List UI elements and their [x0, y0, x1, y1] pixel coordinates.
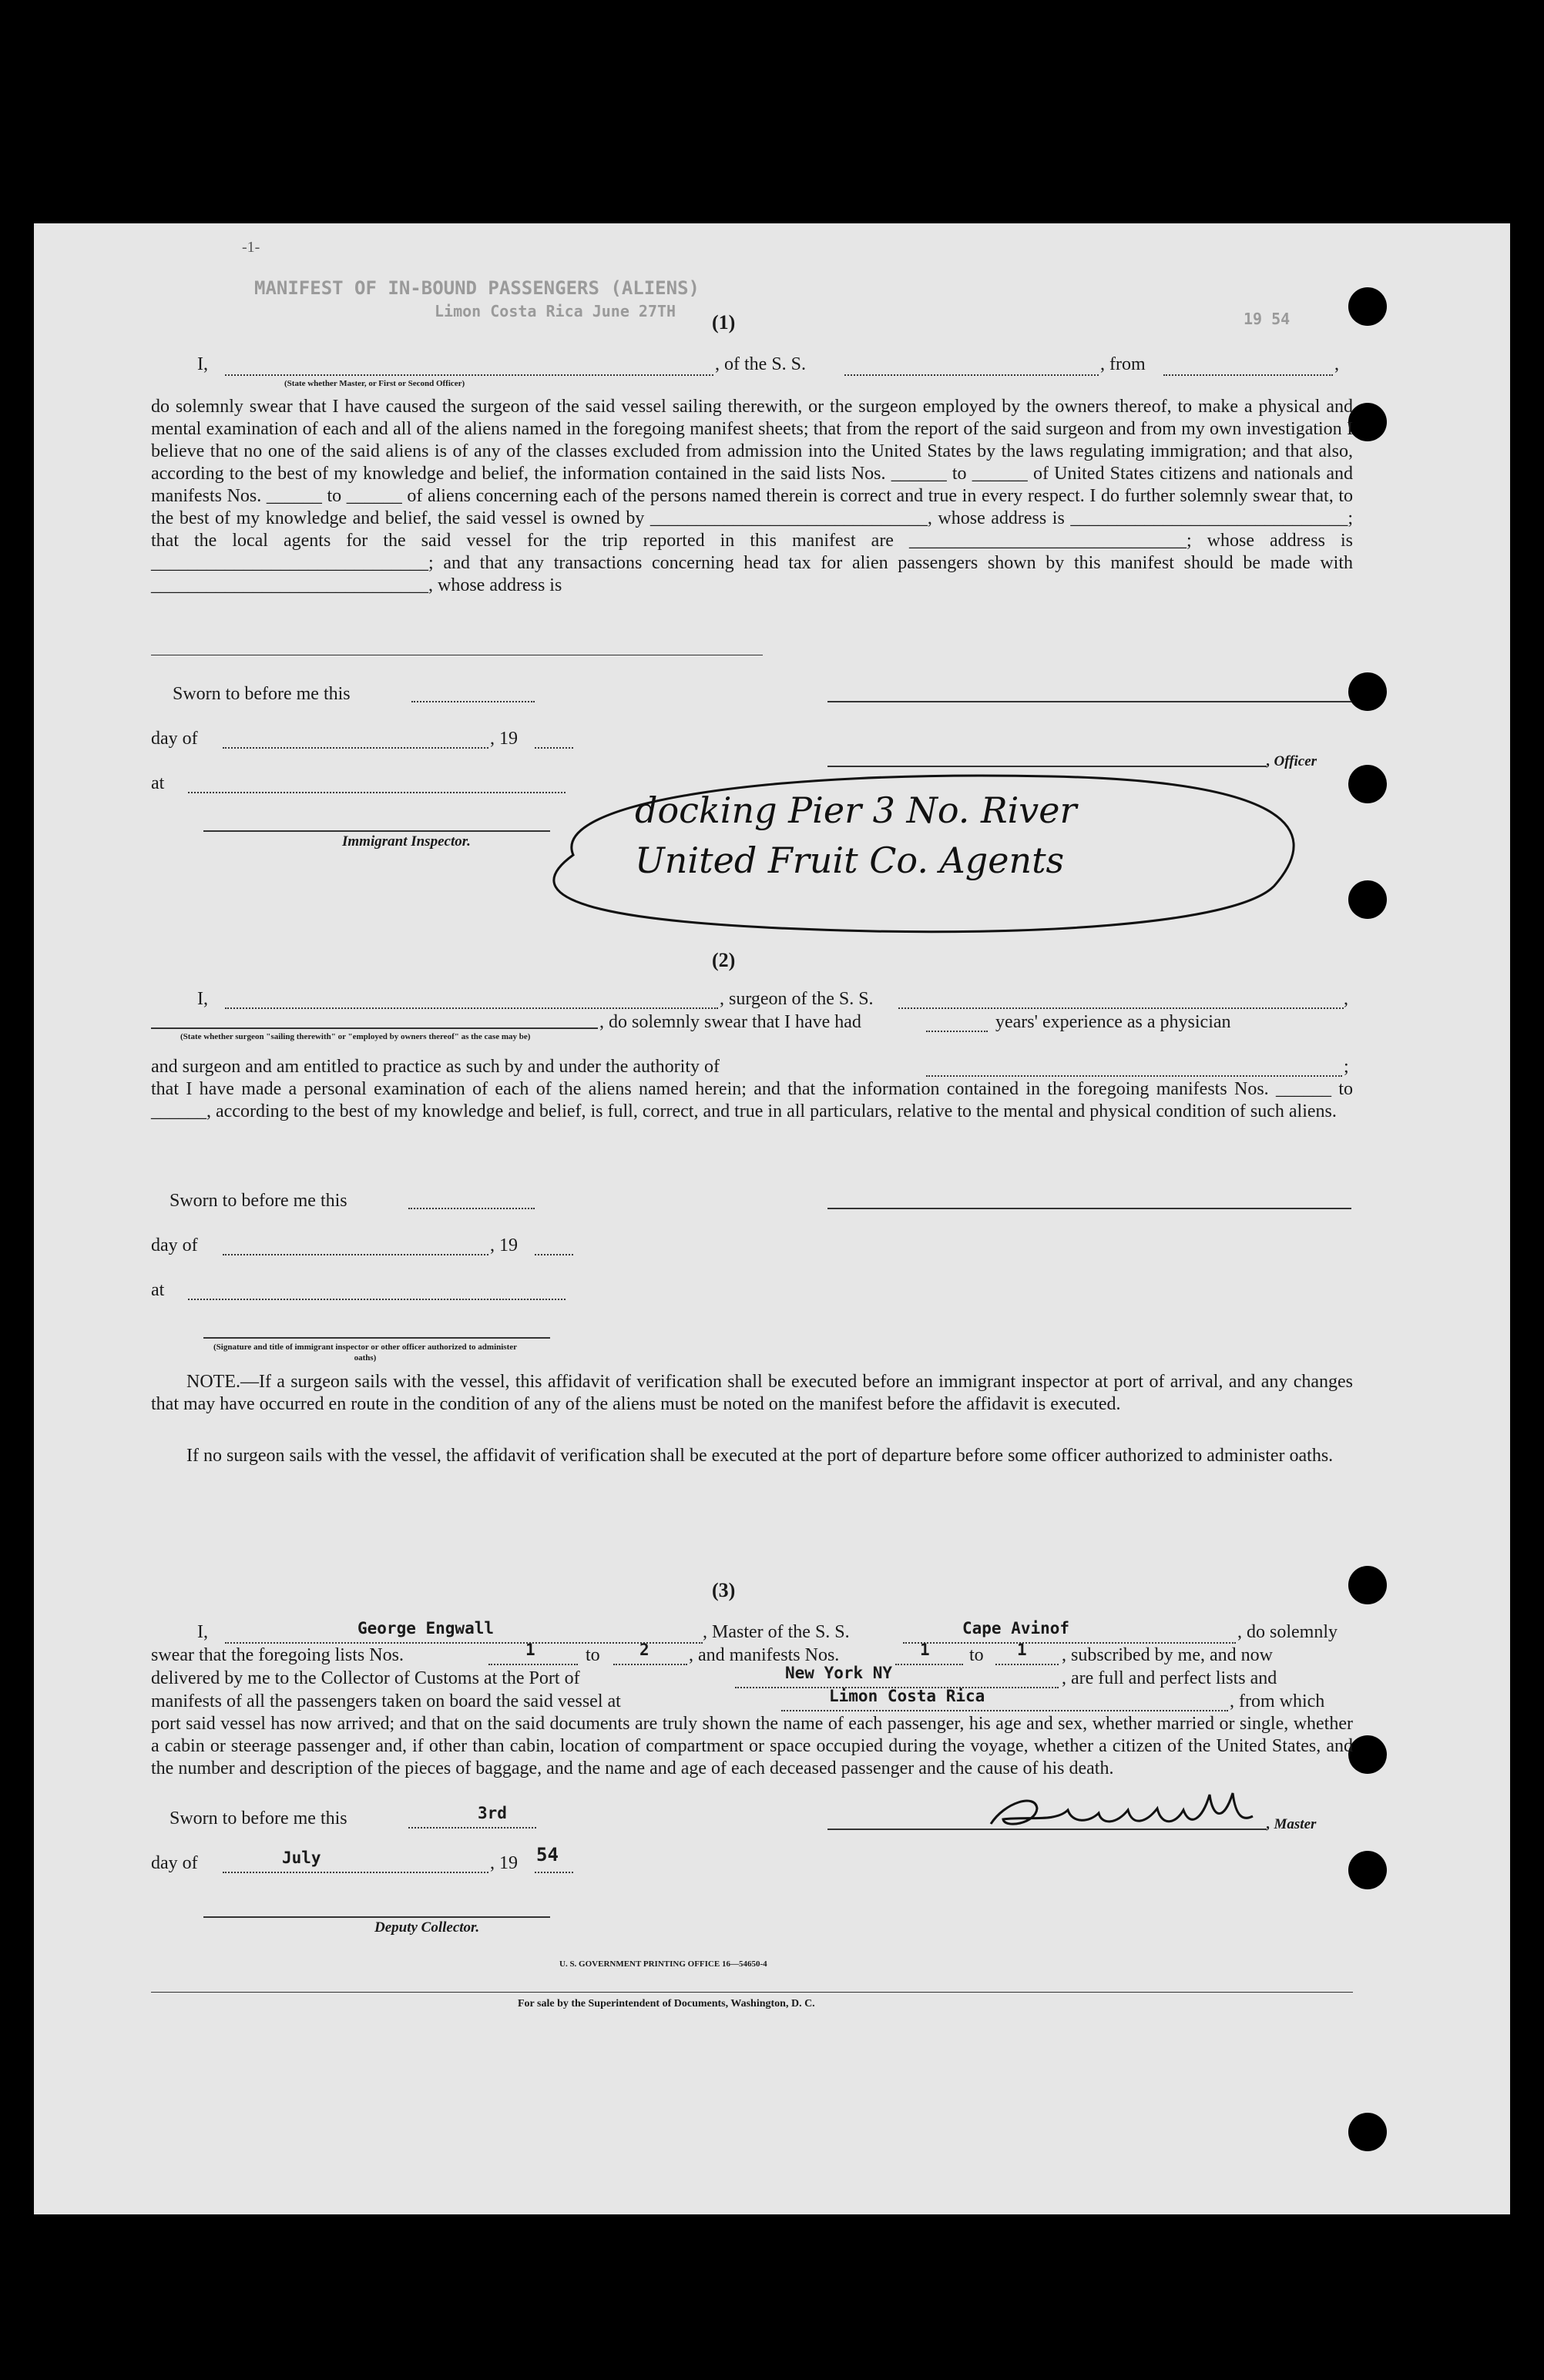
- section-2-sworn-field[interactable]: [408, 1208, 535, 1209]
- list-from-value[interactable]: 1: [525, 1641, 535, 1659]
- master-label: , Master: [1267, 1816, 1317, 1832]
- handwritten-note-line-1: docking Pier 3 No. River: [635, 789, 1077, 831]
- section-3-year: , 19: [490, 1853, 518, 1873]
- section-1-at: at: [151, 773, 165, 793]
- gpo-imprint: U. S. GOVERNMENT PRINTING OFFICE 16—54650-4: [559, 1959, 767, 1969]
- master-swear-label: , do solemnly: [1237, 1622, 1338, 1642]
- sale-notice: For sale by the Superintendent of Documents, Washington, D. C.: [518, 1998, 815, 2010]
- manifests-label: , and manifests Nos.: [689, 1645, 840, 1665]
- years-experience-label: years' experience as a physician: [995, 1012, 1231, 1032]
- manifest-from-value[interactable]: 1: [920, 1641, 930, 1659]
- section-1-body: do solemnly swear that I have caused the surgeon of the said vessel sailing therewith, or the surgeon employed by the owners thereof, to make a physical and mental examination of each and all of the aliens named in the foregoing manifest sheets; that from the report of the said surgeon and from my own investigation I believe that no one of the said aliens is of any of the classes excluded from admission into the United States by the laws regulating immigration; and that also, according to the best of my knowledge and belief, the information contained in the said lists Nos. ______ to ______ of United States citizens and nationals and manifests Nos. ______ to ______ of aliens concerning each of the persons named therein is correct and true in every respect. I do further solemnly swear that, to the best of my knowledge and belief, the said vessel is owned by ______________________________, whose address is ______________________________; that the local agents for the said vessel for the trip reported in this manifest are ______________________________; whose address is ______________________________; and that any transactions concerning head tax for alien passengers shown by this manifest should be made with ______________________________, whose address is: [151, 397, 1353, 595]
- perfect-lists-label: , are full and perfect lists and: [1062, 1668, 1277, 1688]
- section-2-day-of: day of: [151, 1235, 198, 1255]
- master-name-value[interactable]: George Engwall: [357, 1619, 495, 1638]
- master-name-line: [225, 1642, 703, 1644]
- deputy-collector-label: Deputy Collector.: [374, 1919, 480, 1936]
- master-signature-drawing: [982, 1787, 1259, 1841]
- authority-label: and surgeon and am entitled to practice as such by and under the authority of: [151, 1057, 720, 1077]
- master-of-label: , Master of the S. S.: [703, 1622, 850, 1642]
- vessel-name-field[interactable]: [844, 374, 1099, 376]
- manifest-from-line: [895, 1664, 963, 1665]
- surgeon-vessel-field[interactable]: [898, 1007, 1344, 1009]
- section-3-i: I,: [197, 1622, 208, 1642]
- surgeon-name-field[interactable]: [225, 1007, 718, 1009]
- section-3-day-of: day of: [151, 1853, 198, 1873]
- binder-hole-4: [1348, 765, 1387, 803]
- section-1-officer-signature-line[interactable]: [827, 701, 1351, 702]
- surgeon-swear-label: , do solemnly swear that I have had: [599, 1012, 861, 1032]
- surgeon-status-line[interactable]: [151, 1027, 598, 1029]
- port-value[interactable]: New York NY: [785, 1664, 893, 1682]
- immigrant-inspector-signature-line[interactable]: [203, 830, 550, 832]
- list-to-line: [613, 1664, 687, 1665]
- surgeon-status-hint: (State whether surgeon "sailing therewith" or "employed by owners thereof" as the case may be): [180, 1032, 531, 1041]
- from-which-label: , from which: [1230, 1691, 1325, 1711]
- note-1: NOTE.—If a surgeon sails with the vessel, this affidavit of verification shall be executed before an immigrant inspector at port of arrival, and any changes that may have occurred en route in the condition of any of the aliens must be noted on the manifest before the affidavit is executed.: [151, 1372, 1353, 1414]
- from-port-field[interactable]: [1163, 374, 1333, 376]
- section-1-day-field[interactable]: [223, 747, 488, 749]
- section-2-body: that I have made a personal examination of each of the aliens named herein; and that the information contained in the foregoing manifests Nos. ______ to ______, according to the best of my knowledge and belief, is full, correct, and true in all particulars, relative to the mental and physical condition of such aliens.: [151, 1079, 1353, 1121]
- immigrant-inspector-label: Immigrant Inspector.: [342, 833, 471, 850]
- section-3-number: (3): [712, 1579, 736, 1601]
- section-3-body: port said vessel has now arrived; and that on the said documents are truly shown the name of each passenger, his age and sex, whether married or single, whether a cabin or steerage passenger and, if other than cabin, location of compartment or space occupied during the voyage, whether a citizen of the United States, and the number and description of the pieces of baggage, and the name and age of each deceased passenger and the cause of his death.: [151, 1714, 1353, 1778]
- section-2-i: I,: [197, 989, 208, 1009]
- section-1-i: I,: [197, 354, 208, 374]
- binder-hole-6: [1348, 1566, 1387, 1604]
- binder-hole-5: [1348, 880, 1387, 919]
- section-3-sworn: Sworn to before me this: [170, 1808, 347, 1829]
- binder-hole-3: [1348, 672, 1387, 711]
- header-stamp-year: 19 54: [1244, 310, 1291, 328]
- of-ss-label: , of the S. S.: [715, 354, 807, 374]
- section-1-officer-label: , Officer: [1267, 753, 1317, 769]
- binder-hole-1: [1348, 287, 1387, 326]
- footer-rule: [151, 1992, 1353, 1993]
- section-2-year: , 19: [490, 1235, 518, 1255]
- vessel-line: [903, 1642, 1236, 1644]
- manifest-to-line: [995, 1664, 1059, 1665]
- section-1-number: (1): [712, 311, 736, 334]
- authority-field[interactable]: [926, 1075, 1342, 1077]
- binder-hole-9: [1348, 2113, 1387, 2151]
- binder-hole-7: [1348, 1735, 1387, 1774]
- section-2-number: (2): [712, 949, 736, 971]
- month-value[interactable]: July: [282, 1849, 321, 1867]
- vessel-value[interactable]: Cape Avinof: [962, 1619, 1070, 1638]
- section-1-at-field[interactable]: [188, 792, 566, 793]
- section-1-day-of: day of: [151, 729, 198, 749]
- section-2-at: at: [151, 1280, 165, 1300]
- year-value[interactable]: 54: [536, 1844, 559, 1865]
- authority-semicolon: ;: [1344, 1057, 1349, 1077]
- years-experience-field[interactable]: [926, 1031, 988, 1032]
- list-from-line: [488, 1664, 578, 1665]
- section-1-sworn-field[interactable]: [411, 701, 535, 702]
- departure-line: [781, 1710, 1228, 1711]
- delivered-label: delivered by me to the Collector of Customs at the Port of: [151, 1668, 580, 1688]
- officer-rank-field[interactable]: [225, 374, 713, 376]
- section-1-year-field[interactable]: [535, 747, 573, 749]
- lists-label: swear that the foregoing lists Nos.: [151, 1645, 404, 1665]
- inspector-signature-line[interactable]: [203, 1337, 550, 1339]
- binder-hole-8: [1348, 1851, 1387, 1889]
- surgeon-end-comma: ,: [1344, 989, 1348, 1009]
- manifests-to-label: to: [969, 1645, 984, 1665]
- page-mark: -1-: [242, 239, 260, 256]
- inspector-signature-hint: (Signature and title of immigrant inspector or other officer authorized to administer oaths): [213, 1343, 518, 1363]
- list-to-value[interactable]: 2: [639, 1641, 649, 1659]
- header-stamp-route: Limon Costa Rica June 27TH: [435, 302, 676, 320]
- month-line: [223, 1872, 488, 1873]
- deputy-collector-line[interactable]: [203, 1916, 550, 1918]
- header-stamp: MANIFEST OF IN-BOUND PASSENGERS (ALIENS): [254, 277, 700, 299]
- section-2-sworn: Sworn to before me this: [170, 1191, 347, 1211]
- from-label: , from: [1100, 354, 1146, 374]
- year-line: [535, 1872, 573, 1873]
- sworn-day-line: [408, 1827, 536, 1829]
- from-end-comma: ,: [1334, 354, 1339, 374]
- subscribed-label: , subscribed by me, and now: [1062, 1645, 1273, 1665]
- officer-rank-hint: (State whether Master, or First or Second Officer): [284, 379, 465, 388]
- departure-value[interactable]: Limon Costa Rica: [829, 1687, 985, 1705]
- manifest-to-value[interactable]: 1: [1017, 1641, 1027, 1659]
- note-2: If no surgeon sails with the vessel, the affidavit of verification shall be executed at the port of departure before some officer authorized to administer oaths.: [186, 1446, 1334, 1466]
- manifest-page: [34, 223, 1510, 2214]
- surgeon-of-label: , surgeon of the S. S.: [720, 989, 874, 1009]
- section-1-year: , 19: [490, 729, 518, 749]
- section-1-sworn: Sworn to before me this: [173, 684, 351, 704]
- binder-hole-2: [1348, 403, 1387, 441]
- surgeon-signature-line[interactable]: [827, 1208, 1351, 1209]
- section-2-at-field[interactable]: [188, 1299, 566, 1300]
- handwritten-note-line-2: United Fruit Co. Agents: [635, 840, 1065, 881]
- section-2-year-field[interactable]: [535, 1254, 573, 1255]
- section-2-day-field[interactable]: [223, 1254, 488, 1255]
- lists-to-label: to: [586, 1645, 600, 1665]
- sworn-day-value[interactable]: 3rd: [478, 1804, 507, 1822]
- taken-on-board-label: manifests of all the passengers taken on board the said vessel at: [151, 1691, 621, 1711]
